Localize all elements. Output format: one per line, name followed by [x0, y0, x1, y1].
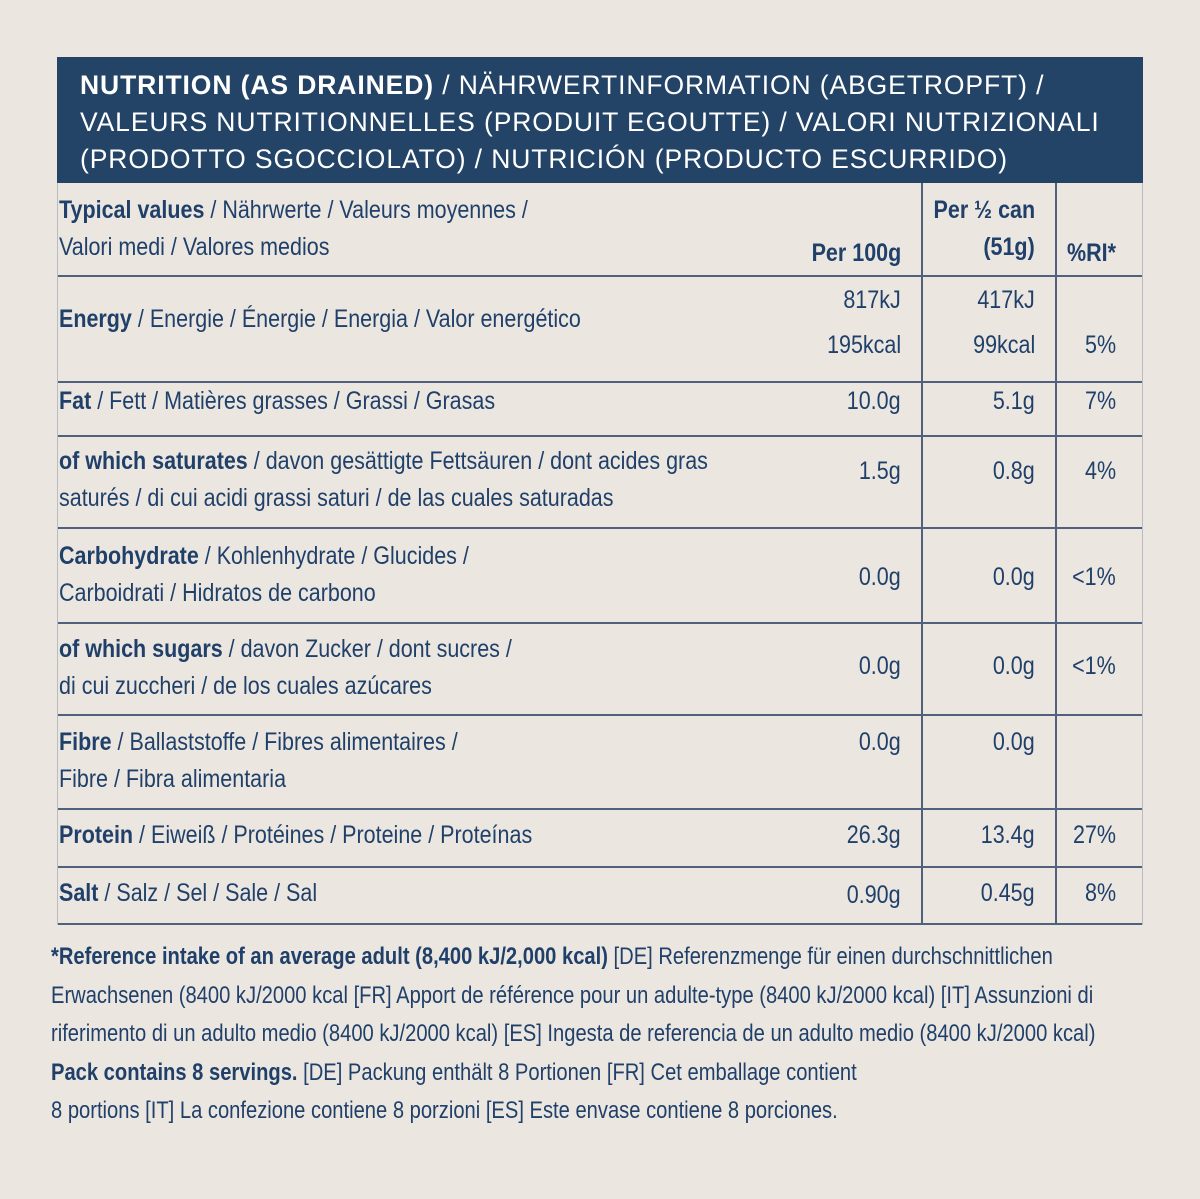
fibre-perhalf: 0.0g	[993, 728, 1035, 756]
footnote-reference-bold: *Reference intake of an average adult (8,400 kJ/2,000 kcal)	[51, 943, 608, 970]
fat-per100: 10.0g	[847, 387, 901, 415]
fat-perhalf: 5.1g	[993, 387, 1035, 415]
row-divider	[58, 808, 1142, 810]
footnote	[51, 938, 1095, 1131]
nutrient-translations: / Ballaststoffe / Fibres alimentaires /	[111, 728, 458, 756]
column-header-perhalf-line1: Per ½ can	[933, 196, 1035, 224]
energy-per100-kcal: 195kcal	[826, 331, 901, 359]
column-header-ri: %RI*	[1067, 239, 1116, 267]
footnote-pack-bold: Pack contains 8 servings.	[51, 1058, 298, 1086]
salt-ri: 8%	[1084, 879, 1116, 907]
carbohydrate-ri: <1%	[1072, 563, 1116, 591]
energy-perhalf-kcal: 99kcal	[972, 331, 1035, 359]
row-divider	[58, 527, 1142, 529]
energy-ri: 5%	[1084, 331, 1116, 359]
nutrient-name: Fat	[59, 387, 92, 415]
nutrient-name: of which saturates	[59, 447, 248, 475]
row-divider	[58, 435, 1142, 437]
footnote-reference-line3: riferimento di un adulto medio (8400 kJ/2000 kcal) [ES] Ingesta de referencia de un adulto medio (8400 kJ/2000 kcal)	[51, 1020, 1096, 1047]
nutrient-label-fibre-line2: Fibre / Fibra alimentaria	[59, 765, 287, 793]
nutrient-label-fat	[59, 383, 495, 420]
sugars-ri: <1%	[1072, 652, 1116, 680]
footnote-pack-line1	[51, 1054, 1095, 1093]
nutrition-panel	[57, 57, 1143, 925]
protein-per100: 26.3g	[847, 821, 901, 849]
nutrient-label-sugars	[59, 631, 512, 668]
carbohydrate-perhalf: 0.0g	[993, 563, 1035, 591]
nutrient-label-saturates-line2: saturés / di cui acidi grassi saturi / de las cuales saturadas	[59, 484, 614, 512]
column-header-label-line2: Valori medi / Valores medios	[59, 233, 330, 261]
header-line-3: (PRODOTTO SGOCCIOLATO) / NUTRICIÓN (PRODUCTO ESCURRIDO)	[80, 144, 1008, 174]
footnote-reference-line2: Erwachsenen (8400 kJ/2000 kcal [FR] Apport de référence pour un adulte-type (8400 kJ/2000 kcal) [IT] Assunzioni di	[51, 981, 1094, 1009]
column-divider-perhalf	[1055, 183, 1057, 925]
nutrient-name: Carbohydrate	[59, 542, 199, 570]
saturates-per100: 1.5g	[859, 457, 901, 485]
row-divider	[58, 714, 1142, 716]
nutrient-translations: / davon Zucker / dont sucres /	[222, 635, 512, 663]
nutrient-label-fibre	[59, 724, 458, 761]
nutrient-label-carbohydrate	[59, 538, 469, 575]
column-header-label-rest: / Nährwerte / Valeurs moyennes /	[204, 196, 528, 224]
row-divider	[58, 923, 1142, 925]
header-line-1	[80, 67, 1143, 104]
nutrient-translations: / Energie / Énergie / Energia / Valor energético	[131, 305, 581, 333]
footnote-pack-rest: [DE] Packung enthält 8 Portionen [FR] Cet emballage contient	[297, 1058, 857, 1086]
saturates-ri: 4%	[1084, 457, 1116, 485]
sugars-per100: 0.0g	[859, 652, 901, 680]
nutrient-label-saturates	[59, 443, 708, 480]
nutrient-label-carbohydrate-line2: Carboidrati / Hidratos de carbono	[59, 579, 376, 607]
saturates-perhalf: 0.8g	[993, 457, 1035, 485]
energy-per100-kj: 817kJ	[843, 286, 901, 314]
sugars-perhalf: 0.0g	[993, 652, 1035, 680]
column-header-per100: Per 100g	[811, 239, 901, 267]
nutrient-label-salt	[59, 875, 317, 912]
footnote-reference-rest: [DE] Referenzmenge für einen durchschnittlichen	[607, 943, 1053, 970]
header-lead: NUTRITION (AS DRAINED)	[80, 70, 434, 100]
column-header-perhalf-line2: (51g)	[983, 233, 1035, 261]
nutrient-name: of which sugars	[59, 635, 223, 663]
footnote-pack-line2: 8 portions [IT] La confezione contiene 8 porzioni [ES] Este envase contiene 8 porciones.	[51, 1097, 838, 1124]
protein-ri: 27%	[1072, 821, 1116, 849]
row-divider	[58, 866, 1142, 868]
nutrition-header	[57, 57, 1143, 183]
nutrient-name: Protein	[59, 821, 134, 849]
nutrition-table	[57, 183, 1143, 925]
nutrient-translations: / Eiweiß / Protéines / Proteine / Proteínas	[133, 821, 533, 849]
nutrient-name: Energy	[59, 305, 132, 333]
protein-perhalf: 13.4g	[981, 821, 1035, 849]
column-header-label-bold: Typical values	[59, 196, 205, 224]
nutrient-name: Salt	[59, 879, 99, 907]
header-line1-rest: / NÄHRWERTINFORMATION (ABGETROPFT) /	[433, 70, 1045, 100]
carbohydrate-per100: 0.0g	[859, 563, 901, 591]
fat-ri: 7%	[1084, 387, 1116, 415]
energy-perhalf-kj: 417kJ	[977, 286, 1035, 314]
nutrient-label-protein	[59, 817, 532, 854]
header-line-2: VALEURS NUTRITIONNELLES (PRODUIT EGOUTTE) / VALORI NUTRIZIONALI	[80, 107, 1100, 137]
nutrient-label-energy	[59, 301, 581, 338]
row-divider	[58, 275, 1142, 277]
row-divider	[58, 622, 1142, 624]
salt-perhalf: 0.45g	[981, 879, 1035, 907]
nutrient-translations: / Fett / Matières grasses / Grassi / Grasas	[91, 387, 496, 415]
column-divider-per100	[921, 183, 923, 925]
nutrient-name: Fibre	[59, 728, 112, 756]
nutrient-translations: / Salz / Sel / Sale / Sal	[98, 879, 318, 907]
salt-per100: 0.90g	[847, 881, 901, 909]
fibre-per100: 0.0g	[859, 728, 901, 756]
footnote-reference-line1	[51, 938, 1095, 977]
nutrient-translations: / davon gesättigte Fettsäuren / dont acides gras	[247, 447, 708, 475]
nutrient-translations: / Kohlenhydrate / Glucides /	[198, 542, 469, 570]
nutrient-label-sugars-line2: di cui zuccheri / de los cuales azúcares	[59, 672, 432, 700]
column-header-label-line1	[59, 192, 528, 229]
